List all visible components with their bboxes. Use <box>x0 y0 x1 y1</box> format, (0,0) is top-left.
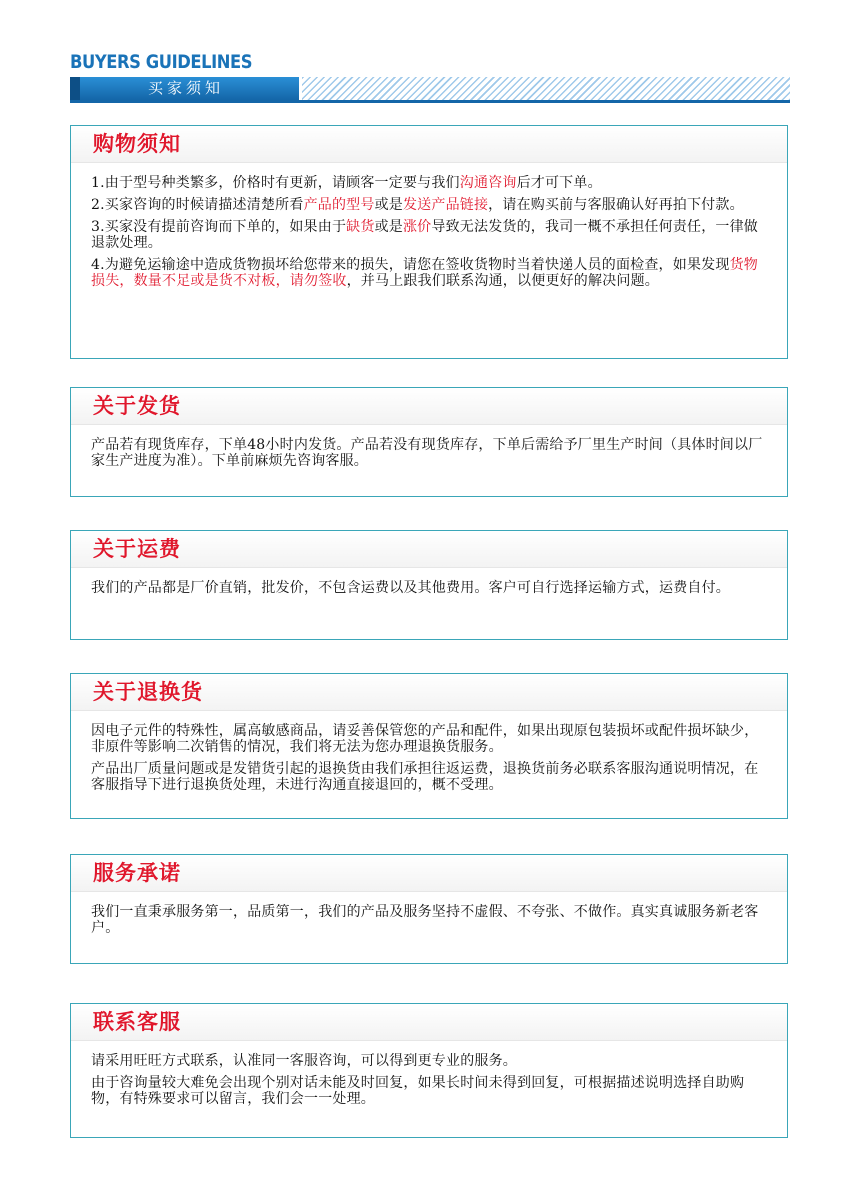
body-text: 我们一直秉承服务第一，品质第一，我们的产品及服务坚持不虚假、不夸张、不做作。真实真诚服务新老客户。 <box>91 904 759 936</box>
body-text: ，并马上跟我们联系沟通，以便更好的解决问题。 <box>346 273 660 289</box>
body-text: 1.由于型号种类繁多，价格时有更新，请顾客一定要与我们 <box>91 175 460 191</box>
section-returns <box>70 673 788 819</box>
body-text: 或是 <box>374 197 403 213</box>
section-header <box>71 126 787 163</box>
highlight-text: 货物损失，数量不足或是货不对板，请勿签收 <box>91 257 758 289</box>
section-body <box>71 163 787 289</box>
section-title: 关于运费 <box>93 537 181 561</box>
section-title: 关于退换货 <box>93 680 203 704</box>
page-header <box>70 50 790 106</box>
body-text: 产品出厂质量问题或是发错货引起的退换货由我们承担往返运费，退换货前务必联系客服沟通说明情况，在客服指导下进行退换货处理，未进行沟通直接退回的，概不受理。 <box>91 761 759 793</box>
highlight-text: 缺货 <box>346 219 375 235</box>
highlight-text: 沟通咨询 <box>459 175 517 191</box>
header-bar-accent <box>70 77 80 100</box>
section-paragraph <box>91 761 771 793</box>
header-title-bar <box>70 77 299 100</box>
body-text: 3.买家没有提前咨询而下单的，如果由于 <box>91 219 347 235</box>
section-shipping <box>70 387 788 497</box>
section-title: 关于发货 <box>93 394 181 418</box>
body-text: 4.为避免运输途中造成货物损坏给您带来的损失，请您在签收货物时当着快递人员的面检查，如果发现 <box>91 257 730 273</box>
section-paragraph <box>91 1075 771 1107</box>
highlight-text: 发送产品链接 <box>402 197 489 213</box>
section-body <box>71 711 787 793</box>
section-title: 购物须知 <box>93 132 181 156</box>
body-text: 请采用旺旺方式联系，认准同一客服咨询，可以得到更专业的服务。 <box>91 1053 517 1069</box>
section-header <box>71 674 787 711</box>
section-paragraph <box>91 723 771 755</box>
section-shopping-notice <box>70 125 788 359</box>
section-title: 联系客服 <box>93 1010 181 1034</box>
body-text: ，请在购买前与客服确认好再拍下付款。 <box>488 197 744 213</box>
body-text: 产品若有现货库存，下单48小时内发货。产品若没有现货库存，下单后需给予厂里生产时间（具体时间以厂家生产进度为准）。下单前麻烦先咨询客服。 <box>91 437 763 469</box>
section-paragraph <box>91 257 771 289</box>
header-underline <box>70 100 790 103</box>
highlight-text: 产品的型号 <box>303 197 375 213</box>
section-body <box>71 1041 787 1107</box>
section-shipping-fee <box>70 530 788 640</box>
section-body <box>71 425 787 469</box>
header-title-cn: 买家须知 <box>148 79 225 97</box>
header-title-en: BUYERS GUIDELINES <box>70 51 253 73</box>
section-paragraph <box>91 1053 771 1069</box>
section-paragraph <box>91 580 771 596</box>
section-body <box>71 568 787 596</box>
section-paragraph <box>91 904 771 936</box>
section-service-promise <box>70 854 788 964</box>
body-text: 导致无法发货的，我司一概不承担任何责任，一律做退款处理。 <box>91 219 758 251</box>
section-header <box>71 855 787 892</box>
highlight-text: 涨价 <box>402 219 432 235</box>
body-text: 或是 <box>374 219 403 235</box>
body-text: 2.买家咨询的时候请描述清楚所看 <box>91 197 304 213</box>
section-title: 服务承诺 <box>93 861 181 885</box>
section-header <box>71 388 787 425</box>
section-paragraph <box>91 175 771 191</box>
section-paragraph <box>91 197 771 213</box>
header-hatch-pattern <box>302 77 790 100</box>
section-header <box>71 531 787 568</box>
body-text: 我们的产品都是厂价直销，批发价，不包含运费以及其他费用。客户可自行选择运输方式，运费自付。 <box>91 580 730 596</box>
section-body <box>71 892 787 936</box>
section-header <box>71 1004 787 1041</box>
body-text: 后才可下单。 <box>516 175 602 191</box>
section-paragraph <box>91 219 771 251</box>
body-text: 由于咨询量较大难免会出现个别对话未能及时回复，如果长时间未得到回复，可根据描述说明选择自助购物，有特殊要求可以留言，我们会一一处理。 <box>91 1075 745 1107</box>
section-contact-service <box>70 1003 788 1138</box>
body-text: 因电子元件的特殊性，属高敏感商品，请妥善保管您的产品和配件，如果出现原包装损坏或配件损坏缺少，非原件等影响二次销售的情况，我们将无法为您办理退换货服务。 <box>91 723 759 755</box>
section-paragraph <box>91 437 771 469</box>
